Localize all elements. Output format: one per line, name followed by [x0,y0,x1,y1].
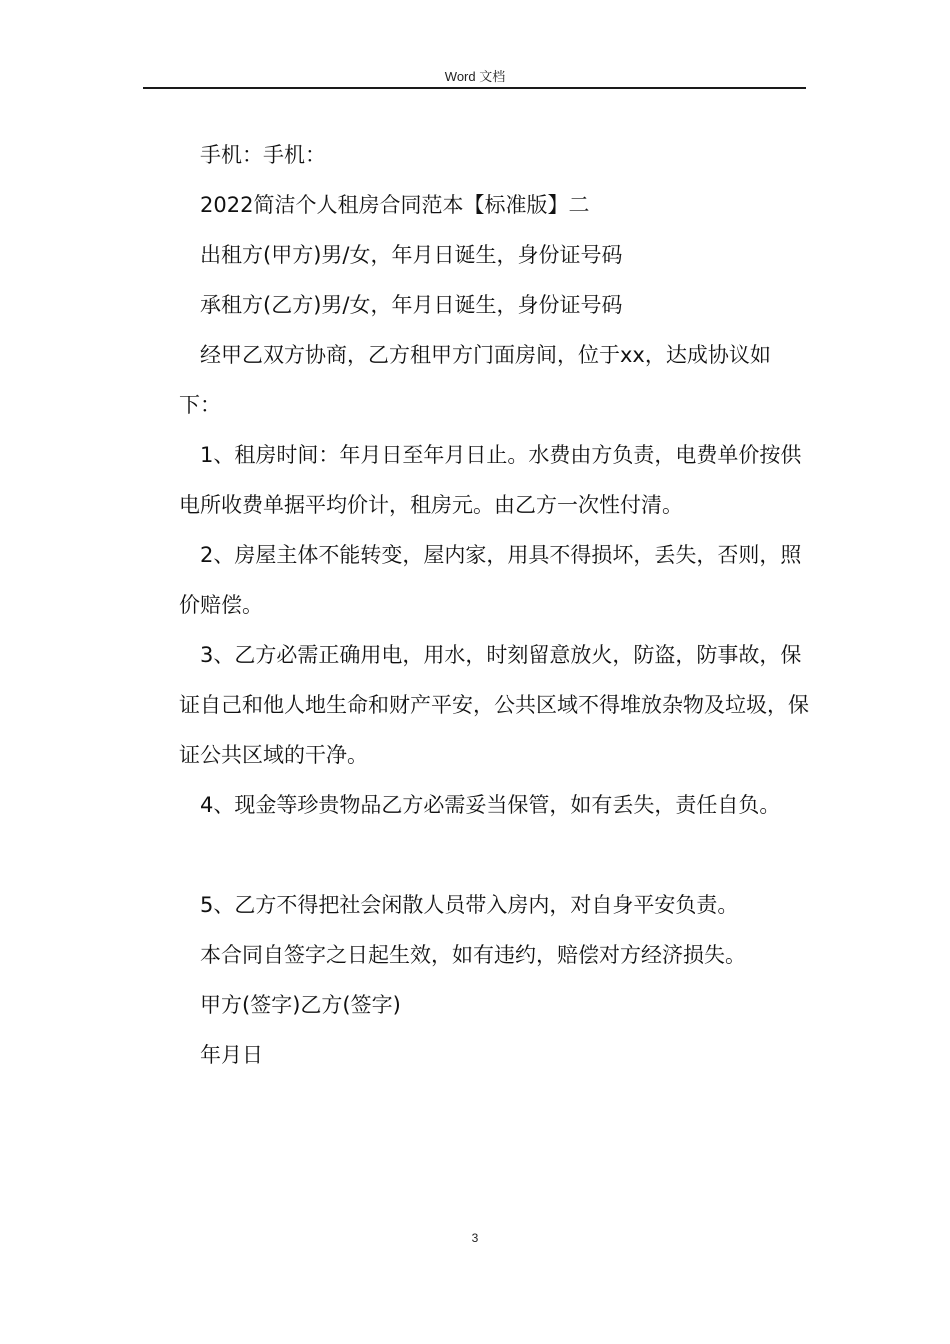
contact-line: 手机：手机： [200,143,326,167]
paragraph-spacer [179,830,809,880]
date-line: 年月日 [200,1043,263,1067]
clause-3: 3、乙方必需正确用电，用水，时刻留意放火，防盗，防事故，保证自己和他人地生命和财产平安，公共区域不得堆放杂物及垃圾，保证公共区域的干净。 [179,643,809,767]
effective-clause: 本合同自签字之日起生效，如有违约，赔偿对方经济损失。 [200,943,746,967]
agreement-intro: 经甲乙双方协商，乙方租甲方门面房间，位于xx，达成协议如下： [179,343,771,417]
lessee-line: 承租方(乙方)男/女，年月日诞生，身份证号码 [200,293,623,317]
header-title: Word 文档 [444,69,506,84]
document-heading: 2022简洁个人租房合同范本【标准版】二 [200,193,590,217]
signature-line: 甲方(签字)乙方(签字) [200,993,401,1017]
clause-2: 2、房屋主体不能转变，屋内家，用具不得损坏，丢失，否则，照价赔偿。 [179,543,802,617]
lessor-line: 出租方(甲方)男/女，年月日诞生，身份证号码 [200,243,623,267]
clause-1: 1、租房时间：年月日至年月日止。水费由方负责，电费单价按供电所收费单据平均价计，租房元。由乙方一次性付清。 [179,443,802,517]
document-body [179,130,809,1080]
clause-4: 4、现金等珍贵物品乙方必需妥当保管，如有丢失，责任自负。 [200,793,781,817]
page-number: 3 [471,1231,479,1245]
clause-5: 5、乙方不得把社会闲散人员带入房内，对自身平安负责。 [200,893,739,917]
header-divider [143,87,806,89]
